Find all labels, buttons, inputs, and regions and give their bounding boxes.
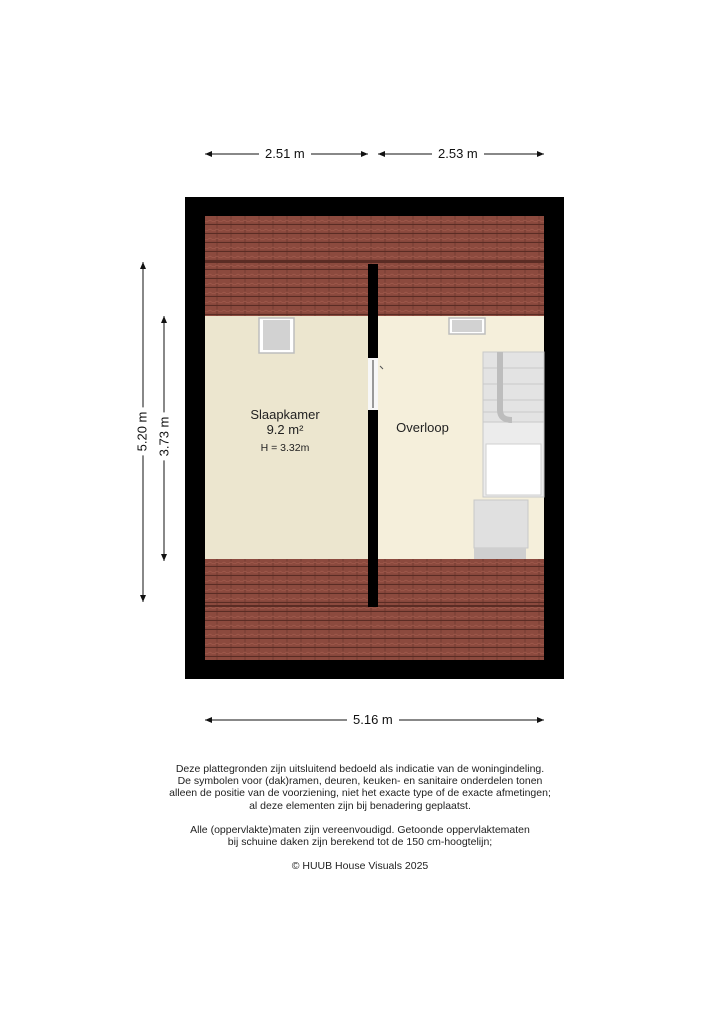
room-label-slaapkamer — [225, 407, 345, 455]
dim-label-left-outer: 5.20 m — [134, 408, 149, 456]
interior-wall — [368, 264, 378, 607]
disclaimer-line: alleen de positie van de voorziening, niet het exacte type of de exacte afmetingen; — [169, 787, 551, 800]
skylight-bedroom — [259, 318, 294, 353]
disclaimer-line: Deze plattegronden zijn uitsluitend bedoeld als indicatie van de woningindeling. — [175, 763, 545, 775]
disclaimer — [0, 763, 720, 872]
room-label-overloop: Overloop — [396, 420, 449, 435]
skylight-landing — [449, 318, 485, 334]
dim-label-left-inner: 3.73 m — [156, 413, 171, 461]
dim-label-bottom: 5.16 m — [347, 712, 399, 727]
disclaimer-line: De symbolen voor (dak)ramen, deuren, keuken- en sanitaire onderdelen tonen — [177, 775, 543, 788]
copyright: © HUUB House Visuals 2025 — [291, 860, 429, 873]
disclaimer-line: al deze elementen zijn bij benadering geplaatst. — [249, 799, 471, 812]
dim-label-top-right: 2.53 m — [432, 146, 484, 161]
dim-label-top-left: 2.51 m — [259, 146, 311, 161]
room-height-slaapkamer: H = 3.32m — [260, 442, 310, 454]
disclaimer-line: bij schuine daken zijn berekend tot de 150 cm-hoogtelijn; — [227, 836, 493, 849]
disclaimer-line: Alle (oppervlakte)maten zijn vereenvoudigd. Getoonde oppervlaktematen — [190, 823, 530, 836]
room-name-slaapkamer: Slaapkamer — [250, 407, 320, 422]
room-area-slaapkamer: 9.2 m² — [266, 422, 304, 437]
